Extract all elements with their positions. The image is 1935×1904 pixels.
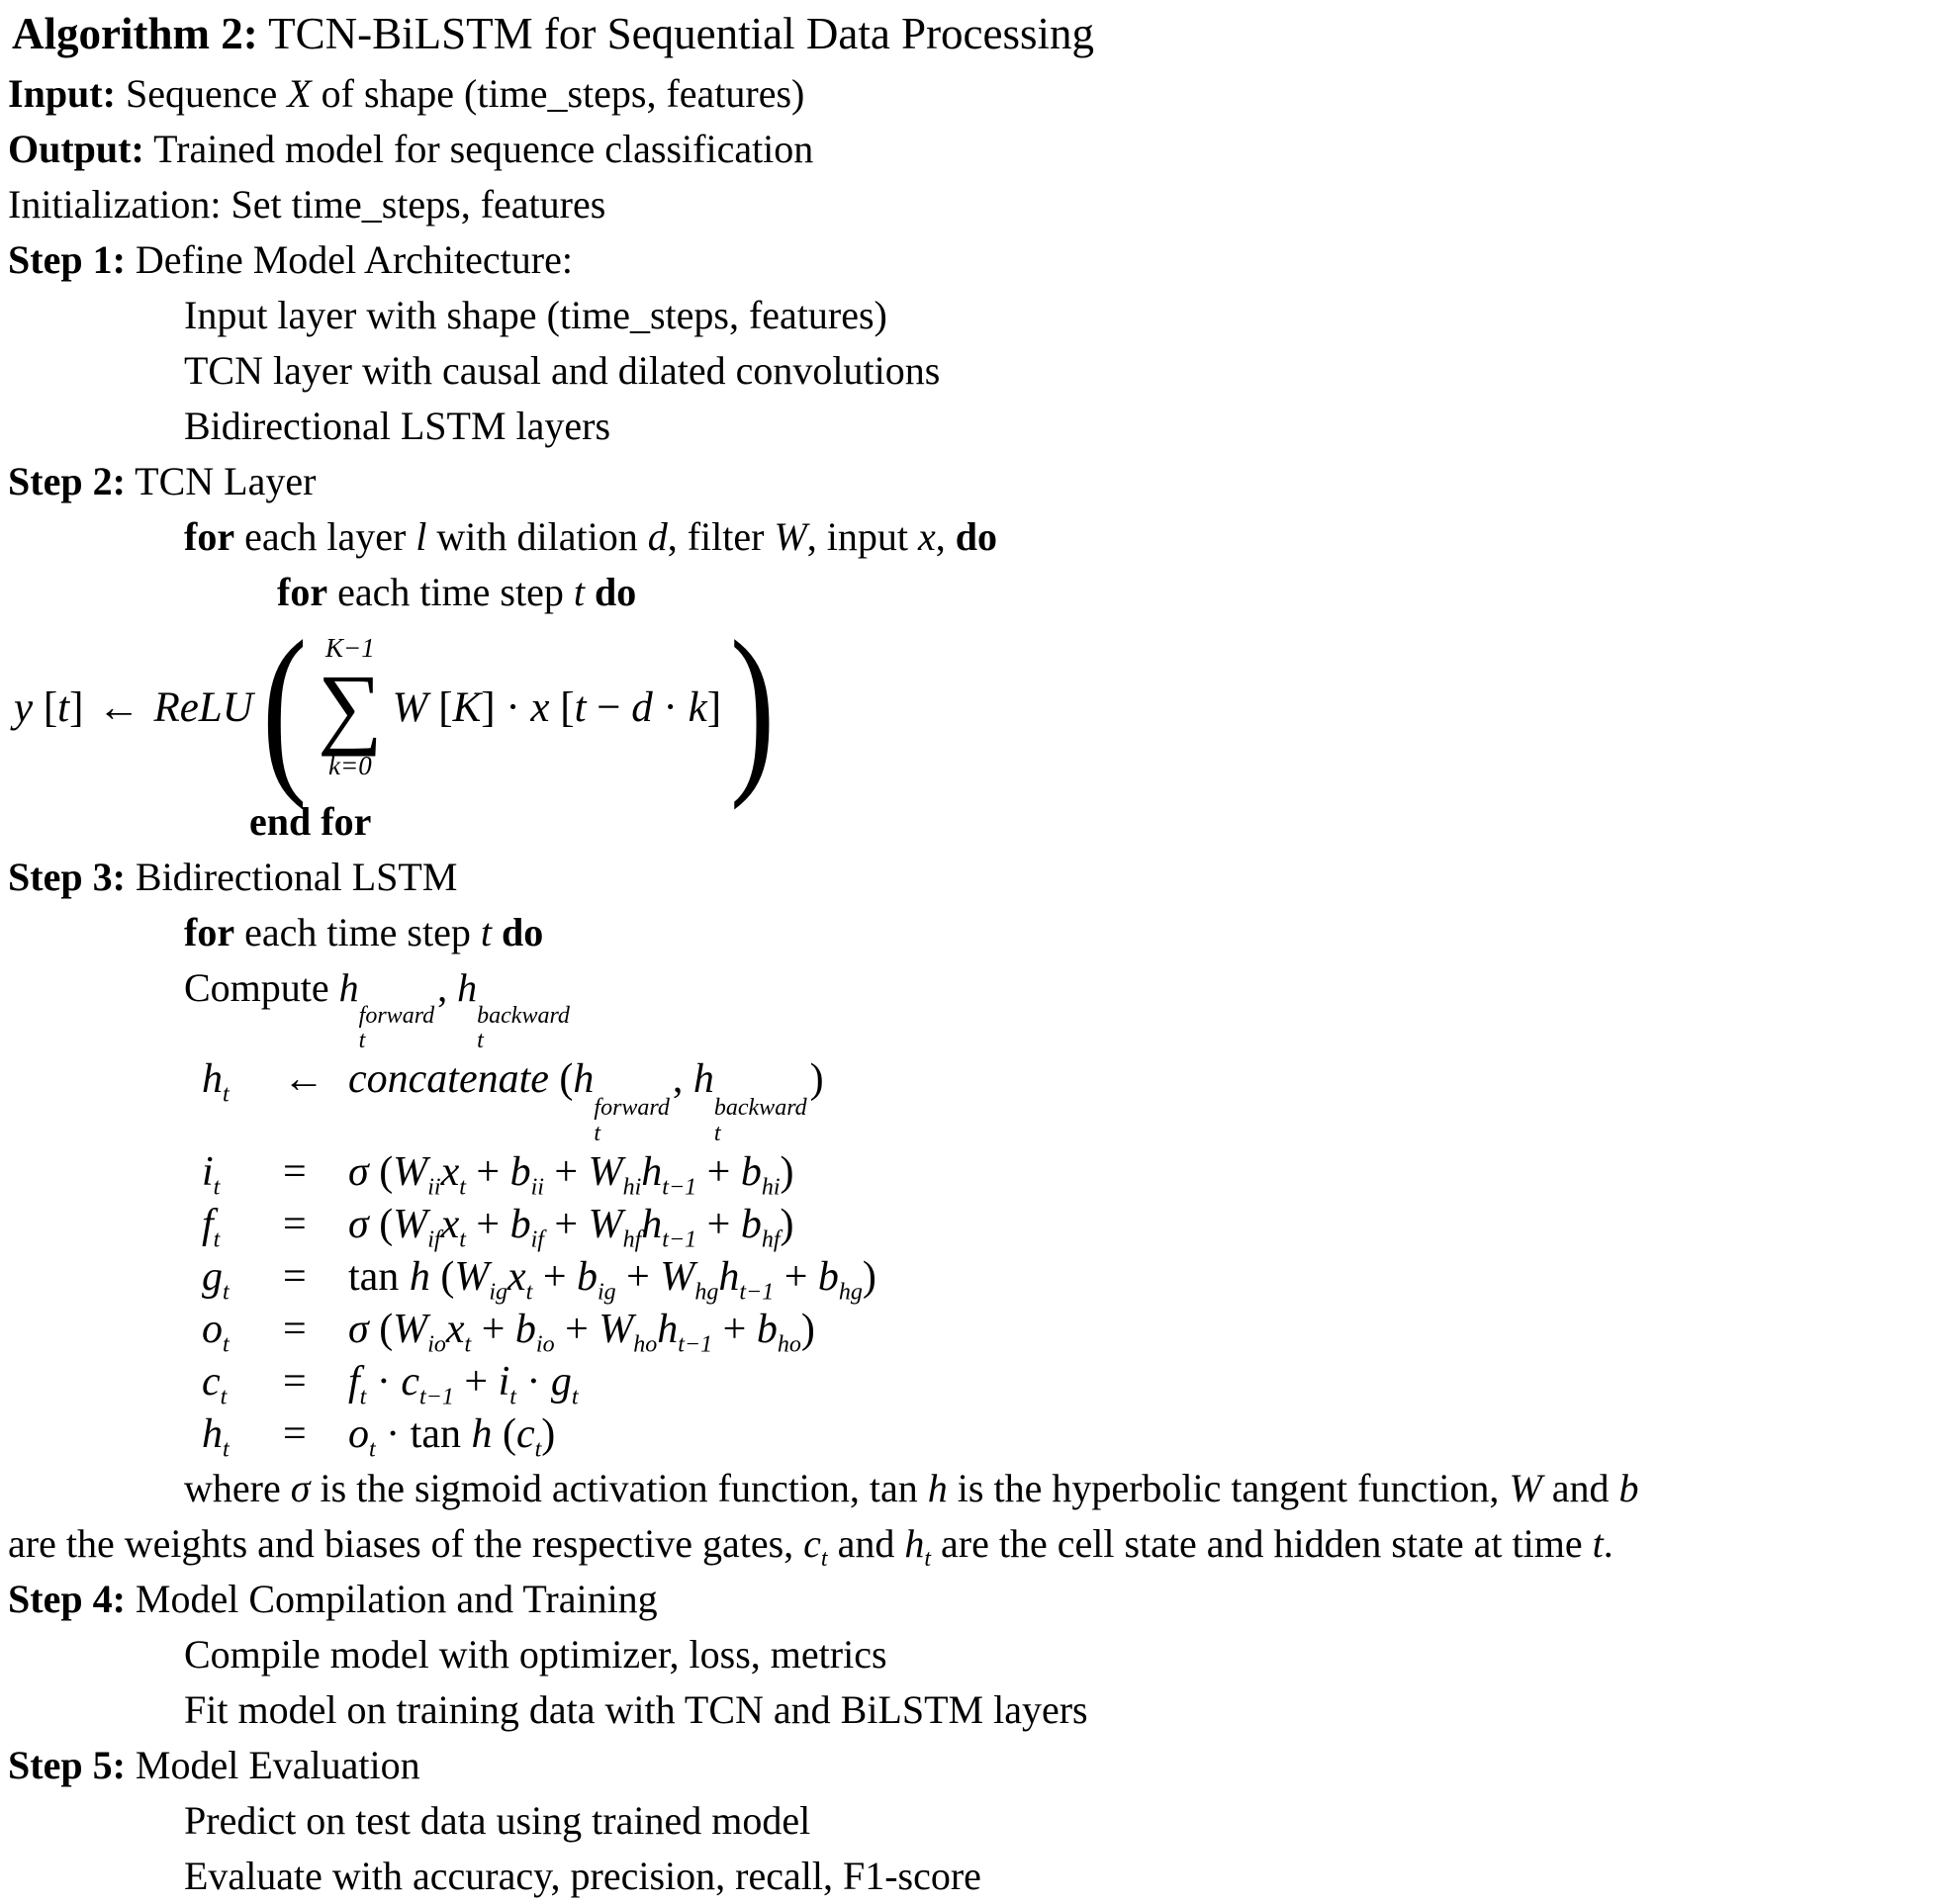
math-token: Step 2: bbox=[8, 459, 126, 503]
math-token: t bbox=[534, 1436, 542, 1463]
math-token: X bbox=[287, 71, 312, 116]
math-token: Step 3: bbox=[8, 855, 126, 899]
math-token: σ bbox=[290, 1465, 311, 1510]
equation-operator: = bbox=[283, 1148, 307, 1195]
math-token: t bbox=[480, 910, 492, 954]
math-token: i bbox=[202, 1148, 214, 1195]
math-token: b bbox=[1618, 1465, 1639, 1510]
math-token: Bidirectional LSTM bbox=[125, 855, 458, 899]
math-token: t bbox=[820, 1545, 828, 1572]
math-token: ← bbox=[97, 683, 140, 731]
math-token: b bbox=[577, 1253, 598, 1300]
math-token: are the cell state and hidden state at time bbox=[931, 1520, 1593, 1566]
math-token: hg bbox=[694, 1279, 719, 1306]
eq-concatenate bbox=[8, 1053, 1935, 1145]
math-token: + bbox=[453, 1358, 499, 1405]
math-token: Step 5: bbox=[8, 1742, 126, 1787]
math-token: t−1 bbox=[662, 1226, 697, 1253]
big-paren-open: ( bbox=[261, 603, 308, 811]
math-token: ho bbox=[777, 1331, 801, 1358]
math-token: b bbox=[740, 1148, 762, 1195]
math-token: i bbox=[498, 1358, 510, 1405]
math-token: ) bbox=[800, 1306, 815, 1352]
math-token: end for bbox=[249, 799, 372, 844]
equation-expression bbox=[348, 1146, 1935, 1199]
eq-output-gate bbox=[8, 1304, 1935, 1356]
math-token: ( bbox=[429, 1253, 455, 1300]
step-3-heading bbox=[8, 850, 1935, 905]
math-token: hi bbox=[622, 1174, 642, 1201]
step1-bilstm-layers bbox=[8, 399, 1935, 454]
math-token: TCN Layer bbox=[125, 459, 317, 503]
math-token: W bbox=[393, 1201, 428, 1247]
math-token: ( bbox=[368, 1306, 394, 1352]
math-token: σ bbox=[348, 1201, 369, 1247]
math-token: · bbox=[515, 1358, 551, 1405]
math-token: and bbox=[1541, 1465, 1619, 1510]
math-token: h bbox=[927, 1465, 948, 1510]
equation-label bbox=[202, 1146, 283, 1199]
math-token: Model Compilation and Training bbox=[125, 1576, 658, 1621]
math-token: b bbox=[509, 1148, 531, 1195]
math-token: σ bbox=[348, 1306, 369, 1352]
math-token: for bbox=[277, 570, 328, 614]
math-token: h bbox=[338, 965, 359, 1010]
step5-predict bbox=[8, 1793, 1935, 1849]
math-token: ) bbox=[862, 1253, 876, 1300]
tcn-equation bbox=[8, 603, 1935, 811]
math-token: h bbox=[202, 1410, 223, 1457]
math-token: hf bbox=[761, 1226, 781, 1253]
math-token: ReLU bbox=[153, 683, 253, 731]
equation-operator: = bbox=[283, 1410, 307, 1457]
math-token: Step 1: bbox=[8, 237, 126, 282]
math-token: each layer bbox=[234, 514, 416, 559]
math-token: ( bbox=[368, 1148, 394, 1195]
math-token: σ bbox=[348, 1148, 369, 1195]
math-token: t bbox=[369, 1436, 376, 1463]
math-token: t−1 bbox=[739, 1279, 775, 1306]
math-token: ] bbox=[706, 683, 722, 731]
equation-operator: = bbox=[283, 1306, 307, 1352]
math-token: c bbox=[515, 1410, 535, 1457]
math-token: d bbox=[647, 514, 668, 559]
math-token: forward t bbox=[358, 1003, 435, 1054]
math-token: d bbox=[631, 683, 653, 731]
math-token: + bbox=[712, 1306, 757, 1352]
sum-symbol: ∑ bbox=[318, 656, 383, 758]
step5-evaluate bbox=[8, 1849, 1935, 1904]
math-token: Evaluate with accuracy, precision, recall, F1-score bbox=[184, 1853, 981, 1898]
math-token: of shape (time_steps, features) bbox=[311, 71, 805, 116]
summation bbox=[318, 633, 383, 780]
math-token: x bbox=[530, 683, 550, 731]
math-token: [ bbox=[33, 683, 58, 731]
math-token: Predict on test data using trained model bbox=[184, 1797, 811, 1843]
math-token: Define Model Architecture: bbox=[125, 237, 573, 282]
math-token: c bbox=[803, 1520, 821, 1566]
algorithm-body bbox=[0, 66, 1935, 1904]
math-token: tan bbox=[348, 1253, 410, 1300]
equation-label bbox=[202, 1251, 283, 1304]
math-token: t bbox=[459, 1174, 466, 1201]
math-token: c bbox=[401, 1358, 419, 1405]
math-token bbox=[492, 910, 502, 954]
math-token: Model Evaluation bbox=[125, 1742, 420, 1787]
math-token: for bbox=[184, 910, 235, 954]
math-token: backward t bbox=[713, 1095, 807, 1146]
step1-tcn-layer bbox=[8, 343, 1935, 399]
math-token: k bbox=[688, 683, 707, 731]
step4-compile bbox=[8, 1627, 1935, 1682]
math-token: h bbox=[657, 1306, 679, 1352]
math-token: t bbox=[573, 570, 585, 614]
math-token: x bbox=[445, 1306, 465, 1352]
math-token: Fit model on training data with TCN and BiLSTM layers bbox=[184, 1686, 1088, 1732]
equation-operator: = bbox=[283, 1253, 307, 1300]
math-token: ho bbox=[633, 1331, 658, 1358]
math-token: − bbox=[586, 683, 632, 731]
math-token: ) bbox=[780, 1148, 794, 1195]
math-token: W bbox=[599, 1306, 634, 1352]
math-token: do bbox=[502, 910, 544, 954]
math-token: io bbox=[535, 1331, 555, 1358]
math-token: forward t bbox=[594, 1095, 670, 1146]
equation-body bbox=[393, 683, 721, 732]
math-token: + bbox=[696, 1148, 741, 1195]
math-token: [ bbox=[549, 683, 575, 731]
equation-operator: ← bbox=[283, 1056, 324, 1103]
math-token: h bbox=[573, 1056, 595, 1103]
math-token: y bbox=[14, 683, 34, 731]
math-token: ) bbox=[780, 1201, 794, 1247]
math-token: x bbox=[440, 1148, 460, 1195]
math-token: h bbox=[202, 1056, 223, 1103]
math-token: W bbox=[588, 1148, 623, 1195]
eq-hidden-state bbox=[8, 1408, 1935, 1461]
math-token: TCN layer with causal and dilated convolutions bbox=[184, 348, 941, 393]
math-token: are the weights and biases of the respective gates, bbox=[8, 1520, 804, 1566]
math-token: W bbox=[393, 1148, 428, 1195]
math-token: t−1 bbox=[419, 1384, 454, 1410]
math-token: + bbox=[696, 1201, 741, 1247]
math-token: Compute bbox=[184, 965, 339, 1010]
algorithm-title-text: TCN-BiLSTM for Sequential Data Processing bbox=[257, 9, 1095, 58]
equation-expression bbox=[348, 1053, 1935, 1145]
math-token: and bbox=[827, 1520, 905, 1566]
math-token: · tan bbox=[375, 1410, 472, 1457]
math-token: Initialization: Set time_steps, features bbox=[8, 182, 606, 227]
big-paren-close: ) bbox=[729, 603, 776, 811]
math-token: ( bbox=[548, 1056, 574, 1103]
math-token: Sequence bbox=[115, 71, 288, 116]
math-token: t bbox=[223, 1331, 230, 1358]
math-token: [ bbox=[427, 683, 453, 731]
math-token: Input layer with shape (time_steps, features) bbox=[184, 293, 887, 337]
math-token: Input: bbox=[8, 71, 116, 116]
math-token: + bbox=[543, 1148, 589, 1195]
initialization-line bbox=[8, 177, 1935, 232]
math-token: do bbox=[955, 514, 998, 559]
math-token: o bbox=[348, 1410, 369, 1457]
math-token: ) bbox=[809, 1056, 824, 1103]
math-token: t−1 bbox=[678, 1331, 713, 1358]
math-token: · bbox=[652, 683, 689, 731]
math-token: concatenate bbox=[348, 1056, 549, 1103]
math-token: ( bbox=[368, 1201, 394, 1247]
math-token: do bbox=[595, 570, 637, 614]
math-token: t bbox=[213, 1174, 221, 1201]
math-token: t bbox=[57, 683, 70, 731]
math-token: Trained model for sequence classification bbox=[143, 127, 814, 171]
math-token: W bbox=[1509, 1465, 1542, 1510]
math-token: t bbox=[924, 1545, 932, 1572]
math-token: , filter bbox=[667, 514, 775, 559]
equation-label bbox=[202, 1199, 283, 1251]
compute-hidden-line bbox=[8, 960, 1935, 1053]
math-token: g bbox=[550, 1358, 572, 1405]
math-token: if bbox=[530, 1226, 544, 1253]
math-token: W bbox=[774, 514, 807, 559]
sum-lower-limit: k=0 bbox=[328, 750, 372, 780]
math-token: W bbox=[588, 1201, 623, 1247]
equation-expression bbox=[348, 1408, 1935, 1461]
math-token: + bbox=[465, 1148, 510, 1195]
math-token: + bbox=[471, 1306, 515, 1352]
math-token: h bbox=[409, 1253, 430, 1300]
math-token: hg bbox=[838, 1279, 863, 1306]
step1-input-layer bbox=[8, 288, 1935, 343]
equation-label bbox=[202, 1408, 283, 1461]
math-token: ) bbox=[541, 1410, 556, 1457]
math-token: , bbox=[672, 1056, 693, 1103]
math-token: h bbox=[904, 1520, 925, 1566]
math-token: ( bbox=[492, 1410, 516, 1457]
math-token: + bbox=[774, 1253, 818, 1300]
sum-upper-limit: K−1 bbox=[324, 633, 375, 664]
math-token: t bbox=[464, 1331, 472, 1358]
math-token: Bidirectional LSTM layers bbox=[184, 404, 611, 448]
math-token: ii bbox=[530, 1174, 544, 1201]
math-token: l bbox=[415, 514, 427, 559]
math-token: t bbox=[525, 1279, 533, 1306]
math-token: t bbox=[213, 1226, 221, 1253]
math-token: ig bbox=[489, 1279, 507, 1306]
math-token: b bbox=[756, 1306, 778, 1352]
math-token: if bbox=[427, 1226, 441, 1253]
math-token: each time step bbox=[234, 910, 481, 954]
eq-forget-gate bbox=[8, 1199, 1935, 1251]
math-token: ] · bbox=[481, 683, 531, 731]
math-token: b bbox=[817, 1253, 839, 1300]
math-token: t bbox=[220, 1384, 228, 1410]
math-token: h bbox=[471, 1410, 493, 1457]
math-token: x bbox=[507, 1253, 526, 1300]
math-token: W bbox=[660, 1253, 695, 1300]
math-token: , input bbox=[806, 514, 919, 559]
math-token: f bbox=[348, 1358, 360, 1405]
where-clause-line-1 bbox=[8, 1461, 1935, 1516]
step-2-heading bbox=[8, 454, 1935, 509]
math-token: for bbox=[184, 514, 235, 559]
math-token: is the hyperbolic tangent function, bbox=[947, 1465, 1510, 1510]
math-token: W bbox=[392, 683, 428, 731]
math-token: ii bbox=[427, 1174, 441, 1201]
math-token: + bbox=[615, 1253, 661, 1300]
eq-input-gate bbox=[8, 1146, 1935, 1199]
math-token: t bbox=[359, 1384, 367, 1410]
equation-expression bbox=[348, 1356, 1935, 1408]
math-token: + bbox=[554, 1306, 599, 1352]
where-clause-line-2 bbox=[8, 1516, 1935, 1572]
math-token: + bbox=[465, 1201, 510, 1247]
math-token: , bbox=[437, 965, 458, 1010]
math-token: b bbox=[740, 1201, 762, 1247]
math-token: where bbox=[184, 1465, 291, 1510]
math-token: t bbox=[571, 1384, 579, 1410]
output-line bbox=[8, 122, 1935, 177]
eq-cell-state bbox=[8, 1356, 1935, 1408]
math-token: is the sigmoid activation function, tan bbox=[310, 1465, 928, 1510]
equation-lhs bbox=[14, 683, 253, 732]
algorithm-title-label: Algorithm 2: bbox=[12, 9, 258, 58]
input-line bbox=[8, 66, 1935, 122]
math-token: h bbox=[457, 965, 478, 1010]
math-token: f bbox=[202, 1201, 214, 1247]
math-token: o bbox=[202, 1306, 223, 1352]
math-token: t bbox=[1592, 1520, 1604, 1566]
math-token: h bbox=[718, 1253, 740, 1300]
math-token: K bbox=[452, 683, 482, 731]
algorithm-title bbox=[0, 2, 1935, 66]
math-token: hi bbox=[761, 1174, 781, 1201]
math-token: x bbox=[440, 1201, 460, 1247]
step-4-heading bbox=[8, 1572, 1935, 1627]
math-token bbox=[585, 570, 595, 614]
equation-label bbox=[202, 1356, 283, 1408]
math-token: Output: bbox=[8, 127, 144, 171]
math-token: t bbox=[223, 1436, 230, 1463]
eq-cell-candidate bbox=[8, 1251, 1935, 1304]
step-1-heading bbox=[8, 232, 1935, 288]
math-token: with dilation bbox=[426, 514, 648, 559]
math-token: c bbox=[202, 1358, 221, 1405]
lstm-for-timestep-loop bbox=[8, 905, 1935, 960]
math-token: , bbox=[935, 514, 956, 559]
equation-expression bbox=[348, 1199, 1935, 1251]
math-token: h bbox=[641, 1201, 663, 1247]
math-token: Compile model with optimizer, loss, metrics bbox=[184, 1631, 887, 1677]
math-token: hf bbox=[622, 1226, 642, 1253]
math-token: t bbox=[223, 1279, 230, 1306]
tcn-for-layer-loop bbox=[8, 509, 1935, 565]
math-token: ig bbox=[598, 1279, 616, 1306]
math-token: t bbox=[223, 1081, 230, 1108]
step4-fit bbox=[8, 1682, 1935, 1738]
math-token: . bbox=[1603, 1520, 1613, 1566]
equation-operator: = bbox=[283, 1201, 307, 1247]
math-token: Step 4: bbox=[8, 1576, 126, 1621]
math-token: g bbox=[202, 1253, 223, 1300]
equation-operator: = bbox=[283, 1358, 307, 1405]
math-token: t bbox=[574, 683, 587, 731]
math-token: · bbox=[366, 1358, 402, 1405]
math-token: + bbox=[543, 1201, 589, 1247]
math-token: ] bbox=[69, 683, 84, 731]
math-token: h bbox=[692, 1056, 714, 1103]
math-token: t bbox=[509, 1384, 516, 1410]
math-token: t−1 bbox=[662, 1174, 697, 1201]
math-token: W bbox=[393, 1306, 428, 1352]
equation-expression bbox=[348, 1304, 1935, 1356]
math-token: b bbox=[509, 1201, 531, 1247]
equation-label bbox=[202, 1053, 283, 1106]
math-token: each time step bbox=[327, 570, 574, 614]
math-token: W bbox=[454, 1253, 490, 1300]
math-token: h bbox=[641, 1148, 663, 1195]
step-5-heading bbox=[8, 1738, 1935, 1793]
math-token: t bbox=[459, 1226, 466, 1253]
equation-label bbox=[202, 1304, 283, 1356]
math-token: backward t bbox=[477, 1003, 570, 1054]
math-token: x bbox=[918, 514, 936, 559]
math-token: b bbox=[514, 1306, 536, 1352]
equation-expression bbox=[348, 1251, 1935, 1304]
math-token: io bbox=[427, 1331, 446, 1358]
math-token: + bbox=[532, 1253, 577, 1300]
